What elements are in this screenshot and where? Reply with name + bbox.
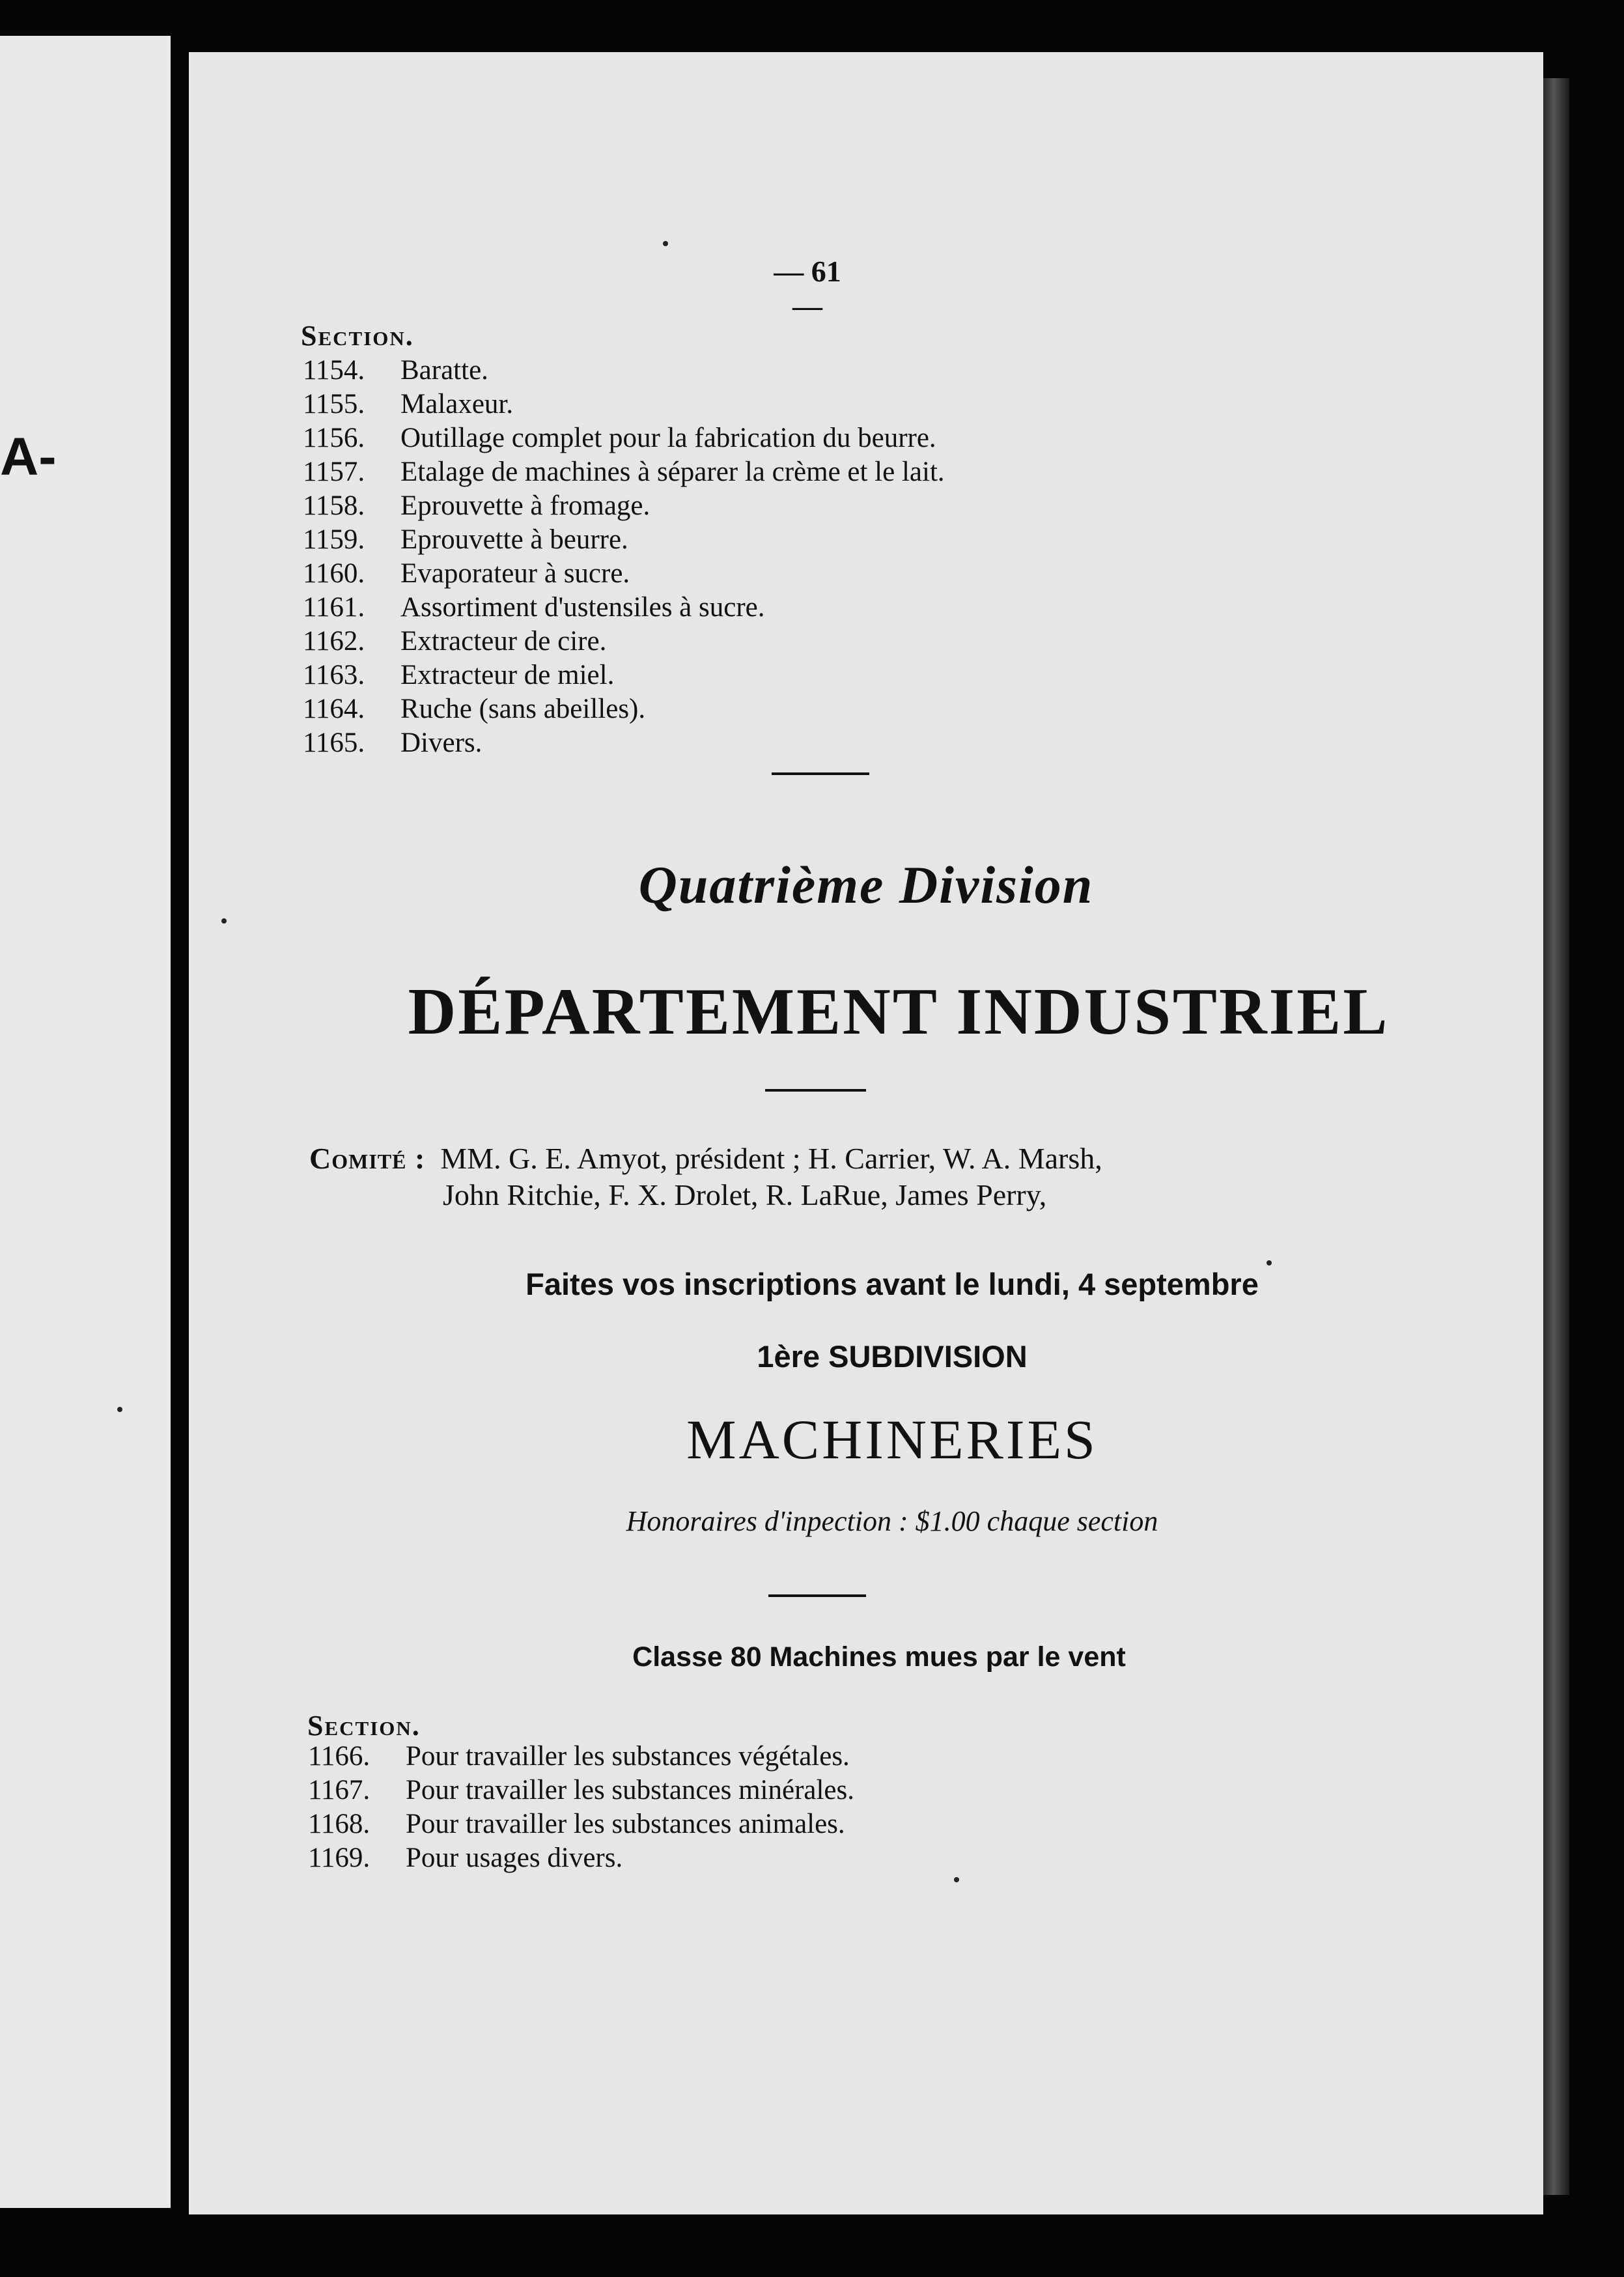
list-item: 1161. Assortiment d'ustensiles à sucre.: [303, 592, 765, 623]
list-item: 1164. Ruche (sans abeilles).: [303, 694, 646, 724]
list-item: 1160. Evaporateur à sucre.: [303, 558, 630, 589]
department-title: DÉPARTEMENT INDUSTRIEL: [408, 975, 1390, 1049]
scan-speck: [954, 1877, 959, 1882]
page-edge: [1543, 78, 1569, 2195]
list-item: 1158. Eprouvette à fromage.: [303, 490, 651, 521]
list-item: 1154. Baratte.: [303, 355, 488, 386]
list-item: 1168. Pour travailler les substances animales.: [308, 1809, 845, 1839]
divider: [765, 1089, 866, 1092]
committee-line-2: John Ritchie, F. X. Drolet, R. LaRue, James Perry,: [443, 1178, 1047, 1211]
machinery-title: MACHINERIES: [686, 1408, 1098, 1471]
division-title: Quatrième Division: [638, 855, 1094, 914]
scan-speck: [221, 918, 227, 924]
registration-notice: Faites vos inscriptions avant le lundi, 4 septembre: [525, 1267, 1259, 1301]
scan-speck: [1267, 1260, 1272, 1266]
list-item: 1156. Outillage complet pour la fabrication du beurre.: [303, 423, 936, 453]
list-item: 1169. Pour usages divers.: [308, 1843, 623, 1873]
list-item: 1162. Extracteur de cire.: [303, 626, 607, 657]
list-item: 1159. Eprouvette à beurre.: [303, 524, 628, 555]
class-heading: Classe 80 Machines mues par le vent: [632, 1641, 1126, 1673]
list-item: 1155. Malaxeur.: [303, 389, 514, 419]
scan-speck: [663, 241, 668, 246]
committee-label: Comité :: [309, 1142, 426, 1175]
section-heading: Section.: [301, 320, 414, 352]
list-item: 1166. Pour travailler les substances végétales.: [308, 1741, 850, 1772]
left-page-text-fragment: A-: [0, 427, 57, 487]
list-item: 1157. Etalage de machines à séparer la crème et le lait.: [303, 457, 945, 487]
committee-line-1: Comité : MM. G. E. Amyot, président ; H. Carrier, W. A. Marsh,: [309, 1142, 1102, 1175]
list-item: 1165. Divers.: [303, 728, 483, 758]
list-item: 1163. Extracteur de miel.: [303, 660, 615, 690]
divider: [768, 1594, 866, 1597]
page-number: — 61 —: [774, 255, 841, 322]
left-page: [0, 36, 171, 2208]
subdivision-heading: 1ère SUBDIVISION: [757, 1339, 1028, 1374]
scan-speck: [117, 1407, 122, 1412]
list-item: 1167. Pour travailler les substances minérales.: [308, 1775, 854, 1805]
divider: [772, 772, 869, 775]
inspection-fees: Honoraires d'inpection : $1.00 chaque section: [626, 1505, 1158, 1537]
section-heading: Section.: [307, 1710, 421, 1742]
